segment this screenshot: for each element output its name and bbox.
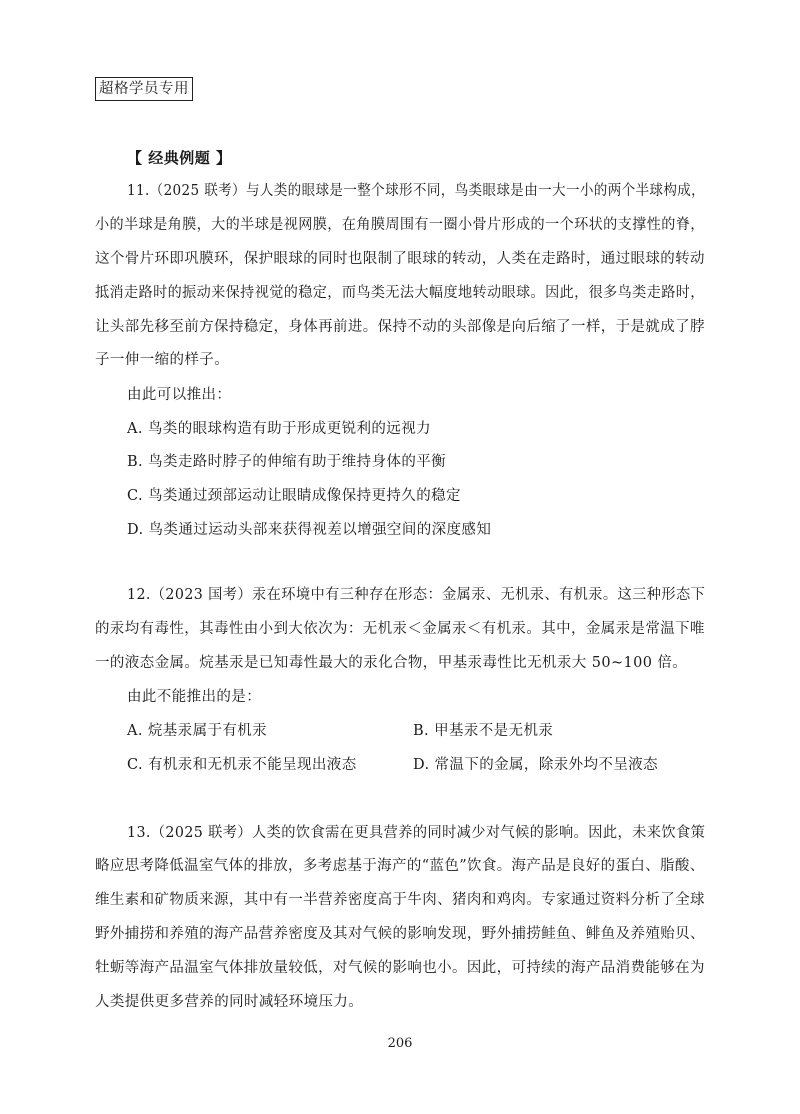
q11-option-b[interactable]: B. 鸟类走路时脖子的伸缩有助于维持身体的平衡 (127, 454, 447, 470)
q13-line-5: 牡蛎等海产品温室气体排放量较低，对气候的影响也小。因此，可持续的海产品消费能够在为 (95, 960, 705, 976)
q13-line-3: 维生素和矿物质来源，其中有一半营养密度高于牛肉、猪肉和鸡肉。专家通过资料分析了全球 (95, 892, 705, 908)
q11-line-6: 子一伸一缩的样子。 (95, 352, 230, 368)
q12-line-1: 12.（2023 国考）汞在环境中有三种存在形态：金属汞、无机汞、有机汞。这三种形态下 (127, 587, 706, 603)
q13-line-2: 略应思考降低温室气体的排放，多考虑基于海产的“蓝色”饮食。海产品是良好的蛋白、脂酸、 (95, 858, 705, 874)
q12-option-d[interactable]: D. 常温下的金属，除汞外均不呈液态 (413, 757, 659, 773)
q12-option-c[interactable]: C. 有机汞和无机汞不能呈现出液态 (127, 757, 357, 773)
q11-line-5: 让头部先移至前方保持稳定，身体再前进。保持不动的头部像是向后缩了一样，于是就成了脖 (95, 319, 705, 335)
q11-option-d[interactable]: D. 鸟类通过运动头部来获得视差以增强空间的深度感知 (127, 522, 492, 538)
q13-line-1: 13.（2025 联考）人类的饮食需在更具营养的同时减少对气候的影响。因此，未来饮食策 (127, 825, 706, 841)
student-only-badge: 超格学员专用 (95, 77, 193, 101)
q12-prompt: 由此不能推出的是： (127, 689, 262, 705)
section-title: 【 经典例题 】 (127, 149, 232, 167)
q12-line-3: 一的液态金属。烷基汞是已知毒性最大的汞化合物，甲基汞毒性比无机汞大 50~100 倍。 (95, 655, 688, 671)
q13-line-6: 人类提供更多营养的同时减轻环境压力。 (95, 994, 364, 1010)
page-number: 206 (387, 1036, 413, 1051)
q13-line-4: 野外捕捞和养殖的海产品营养密度及其对气候的影响发现，野外捕捞鲑鱼、鲱鱼及养殖贻贝、 (95, 926, 705, 942)
q11-line-3: 这个骨片环即巩膜环，保护眼球的同时也限制了眼球的转动，人类在走路时，通过眼球的转动 (95, 251, 705, 267)
q11-line-1: 11.（2025 联考）与人类的眼球是一整个球形不同，鸟类眼球是由一大一小的两个半球构成， (127, 183, 706, 199)
q11-line-2: 小的半球是角膜，大的半球是视网膜，在角膜周围有一圈小骨片形成的一个环状的支撑性的脊， (95, 217, 705, 233)
q11-prompt: 由此可以推出： (127, 387, 232, 403)
q11-option-c[interactable]: C. 鸟类通过颈部运动让眼睛成像保持更持久的稳定 (127, 488, 461, 504)
q12-option-a[interactable]: A. 烷基汞属于有机汞 (127, 723, 268, 739)
q12-line-2: 的汞均有毒性，其毒性由小到大依次为：无机汞＜金属汞＜有机汞。其中，金属汞是常温下唯 (95, 621, 705, 637)
q11-option-a[interactable]: A. 鸟类的眼球构造有助于形成更锐利的远视力 (127, 421, 431, 437)
q12-option-b[interactable]: B. 甲基汞不是无机汞 (413, 723, 554, 739)
q11-line-4: 抵消走路时的振动来保持视觉的稳定，而鸟类无法大幅度地转动眼球。因此，很多鸟类走路时， (95, 285, 705, 301)
